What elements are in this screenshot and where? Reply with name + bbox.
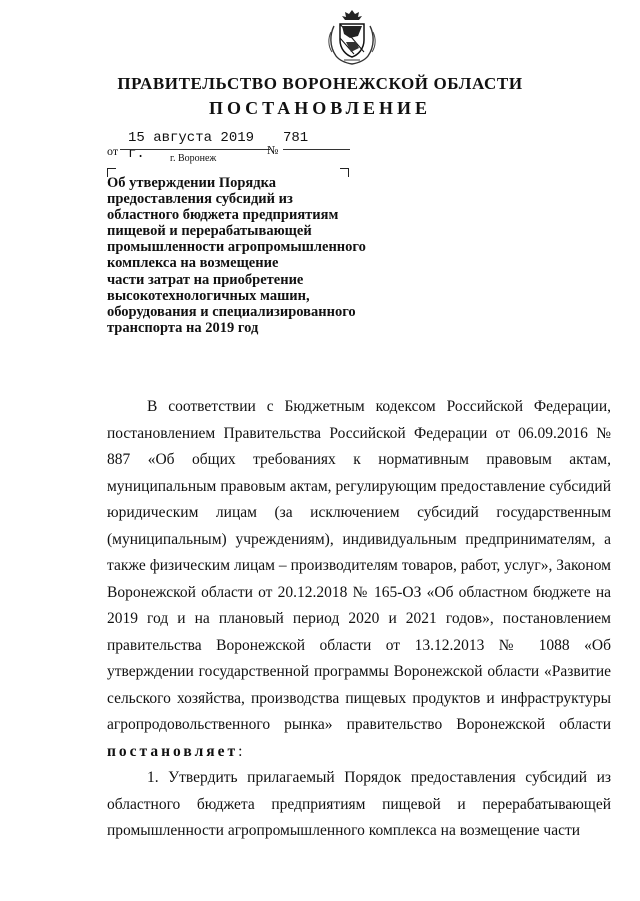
subject-line: части затрат на приобретение xyxy=(107,271,304,288)
document-subject xyxy=(107,175,397,336)
preamble-colon: : xyxy=(238,742,243,760)
document-number: 781 xyxy=(283,130,309,146)
preamble-paragraph xyxy=(107,394,611,765)
document-body xyxy=(107,394,611,845)
coat-of-arms-emblem xyxy=(326,8,378,66)
from-label: от xyxy=(107,144,119,158)
subject-line: комплекса на возмещение xyxy=(107,255,279,272)
organization-title: ПРАВИТЕЛЬСТВО ВОРОНЕЖСКОЙ ОБЛАСТИ xyxy=(117,74,523,93)
subject-line: транспорта на 2019 год xyxy=(107,319,259,336)
document-date: 15 августа 2019 г. xyxy=(128,130,255,162)
subject-line: предоставления субсидий из xyxy=(107,191,293,208)
number-underline xyxy=(283,149,350,150)
date-number-row xyxy=(0,130,640,166)
document-type-title: ПОСТАНОВЛЕНИЕ xyxy=(208,98,432,118)
clause-1-paragraph: 1. Утвердить прилагаемый Порядок предоставления субсидий из областного бюджета предприятиям пищевой и перерабатывающей промышленности агропромышленного комплекса на возмещение части xyxy=(107,769,611,839)
subject-line: областного бюджета предприятиям xyxy=(107,207,339,224)
subject-line: высокотехнологичных машин, xyxy=(107,287,310,304)
resolves-word: постановляет xyxy=(107,742,239,760)
subject-line: Об утверждении Порядка xyxy=(107,175,276,191)
city-label: г. Воронеж xyxy=(170,153,217,164)
number-label: № xyxy=(267,143,279,157)
preamble-text: В соответствии с Бюджетным кодексом Российской Федерации, постановлением Правительства Российской Федерации от 06.09.2016 № 887 «Об общих требованиях к нормативным правовым актам, муниципальным правовым актам, регулирующим предоставление субсидий юридическим лицам (за исключением субсидий государственным (муниципальным) учреждениям), индивидуальным предпринимателям, а также физическим лицам – производителям товаров, работ, услуг», Законом Воронежской области от 20.12.2018 № 165-ОЗ «Об областном бюджете на 2019 год и на плановый период 2020 и 2021 годов», постановлением правительства Воронежской области от 13.12.2013 № 1088 «Об утверждении государственной программы Воронежской области «Развитие сельского хозяйства, производства пищевых продуктов и инфраструктуры агропродовольственного рынка» правительство Воронежской области xyxy=(107,398,611,733)
subject-line: оборудования и специализированного xyxy=(107,303,356,320)
date-underline xyxy=(120,149,270,150)
subject-line: пищевой и перерабатывающей xyxy=(107,223,312,240)
subject-line: промышленности агропромышленного xyxy=(107,239,366,256)
